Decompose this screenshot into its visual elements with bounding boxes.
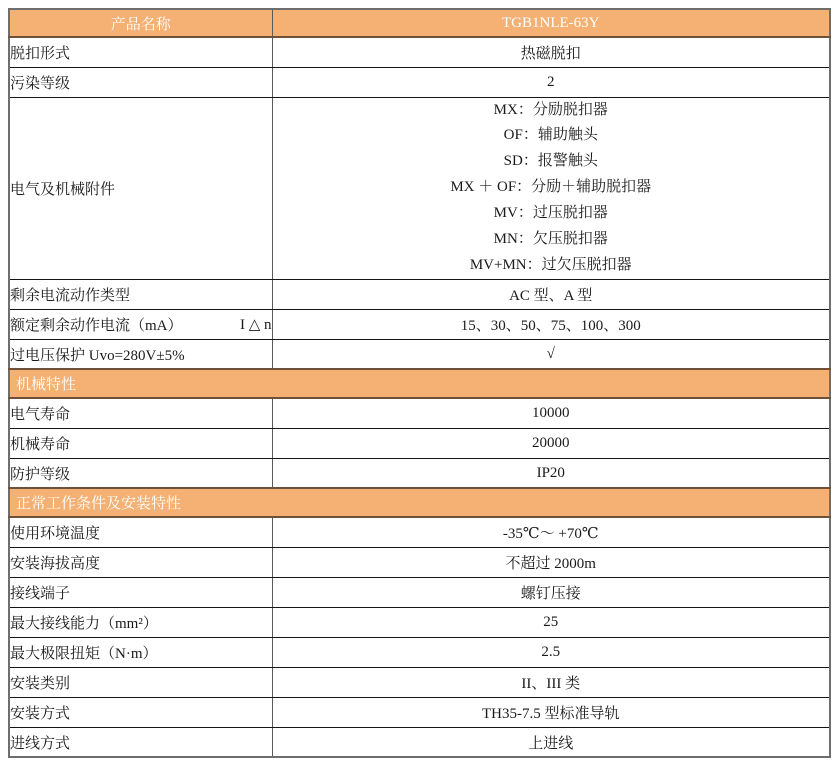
table-row xyxy=(9,97,830,279)
section-row xyxy=(9,488,830,517)
spec-value-line: MV+MN：过欠压脱扣器 xyxy=(469,256,632,273)
spec-value: IP20 xyxy=(272,458,830,488)
spec-value: 15、30、50、75、100、300 xyxy=(272,309,830,339)
spec-label: 接线端子 xyxy=(9,577,272,607)
table-row xyxy=(9,428,830,458)
spec-value: 热磁脱扣 xyxy=(272,37,830,67)
spec-label: 使用环境温度 xyxy=(9,517,272,547)
table-row xyxy=(9,517,830,547)
spec-value: 10000 xyxy=(272,398,830,428)
spec-table-body xyxy=(9,37,830,757)
table-row xyxy=(9,458,830,488)
section-title: 正常工作条件及安装特性 xyxy=(9,488,830,517)
table-row xyxy=(9,67,830,97)
spec-value: 2 xyxy=(272,67,830,97)
spec-label xyxy=(9,309,272,339)
spec-value-line: MN：欠压脱扣器 xyxy=(493,231,608,248)
spec-value: 不超过 2000m xyxy=(272,547,830,577)
product-model-header: TGB1NLE-63Y xyxy=(272,9,830,37)
spec-value: II、III 类 xyxy=(272,667,830,697)
spec-value-line: OF：辅助触头 xyxy=(503,127,598,144)
spec-value: 20000 xyxy=(272,428,830,458)
spec-value: 25 xyxy=(272,607,830,637)
table-row xyxy=(9,339,830,369)
table-row xyxy=(9,727,830,757)
spec-label: 安装海拔高度 xyxy=(9,547,272,577)
spec-label: 脱扣形式 xyxy=(9,37,272,67)
spec-label: 污染等级 xyxy=(9,67,272,97)
section-row xyxy=(9,369,830,398)
spec-label: 电气及机械附件 xyxy=(9,97,272,279)
spec-label: 安装类别 xyxy=(9,667,272,697)
spec-value: -35℃～ +70℃ xyxy=(272,517,830,547)
table-row xyxy=(9,37,830,67)
table-row xyxy=(9,607,830,637)
table-row xyxy=(9,398,830,428)
spec-label: 进线方式 xyxy=(9,727,272,757)
spec-label-text: 额定剩余动作电流（mA） xyxy=(10,317,183,334)
spec-value: 上进线 xyxy=(272,727,830,757)
spec-value: 螺钉压接 xyxy=(272,577,830,607)
product-name-header: 产品名称 xyxy=(9,9,272,37)
spec-value-line: MX ＋ OF：分励＋辅助脱扣器 xyxy=(450,179,652,196)
spec-value-line: MX：分励脱扣器 xyxy=(493,101,608,118)
spec-label: 最大接线能力（mm²） xyxy=(9,607,272,637)
table-row xyxy=(9,279,830,309)
spec-value: TH35-7.5 型标准导轨 xyxy=(272,697,830,727)
spec-value: AC 型、A 型 xyxy=(272,279,830,309)
table-row xyxy=(9,667,830,697)
table-row xyxy=(9,577,830,607)
spec-label: 安装方式 xyxy=(9,697,272,727)
spec-label: 机械寿命 xyxy=(9,428,272,458)
spec-label: 防护等级 xyxy=(9,458,272,488)
spec-label: 最大极限扭矩（N·m） xyxy=(9,637,272,667)
spec-label-symbol: I △ n xyxy=(239,316,272,333)
table-row xyxy=(9,547,830,577)
table-header-row xyxy=(9,9,830,37)
table-row xyxy=(9,697,830,727)
table-row xyxy=(9,309,830,339)
spec-value: 2.5 xyxy=(272,637,830,667)
spec-value-line: MV：过压脱扣器 xyxy=(493,205,608,222)
table-row xyxy=(9,637,830,667)
spec-value-line: SD：报警触头 xyxy=(503,153,598,170)
spec-label: 剩余电流动作类型 xyxy=(9,279,272,309)
section-title: 机械特性 xyxy=(9,369,830,398)
spec-label: 过电压保护 Uvo=280V±5% xyxy=(9,339,272,369)
spec-value: √ xyxy=(272,339,830,369)
spec-value xyxy=(272,97,830,279)
spec-label: 电气寿命 xyxy=(9,398,272,428)
spec-table xyxy=(8,8,831,758)
